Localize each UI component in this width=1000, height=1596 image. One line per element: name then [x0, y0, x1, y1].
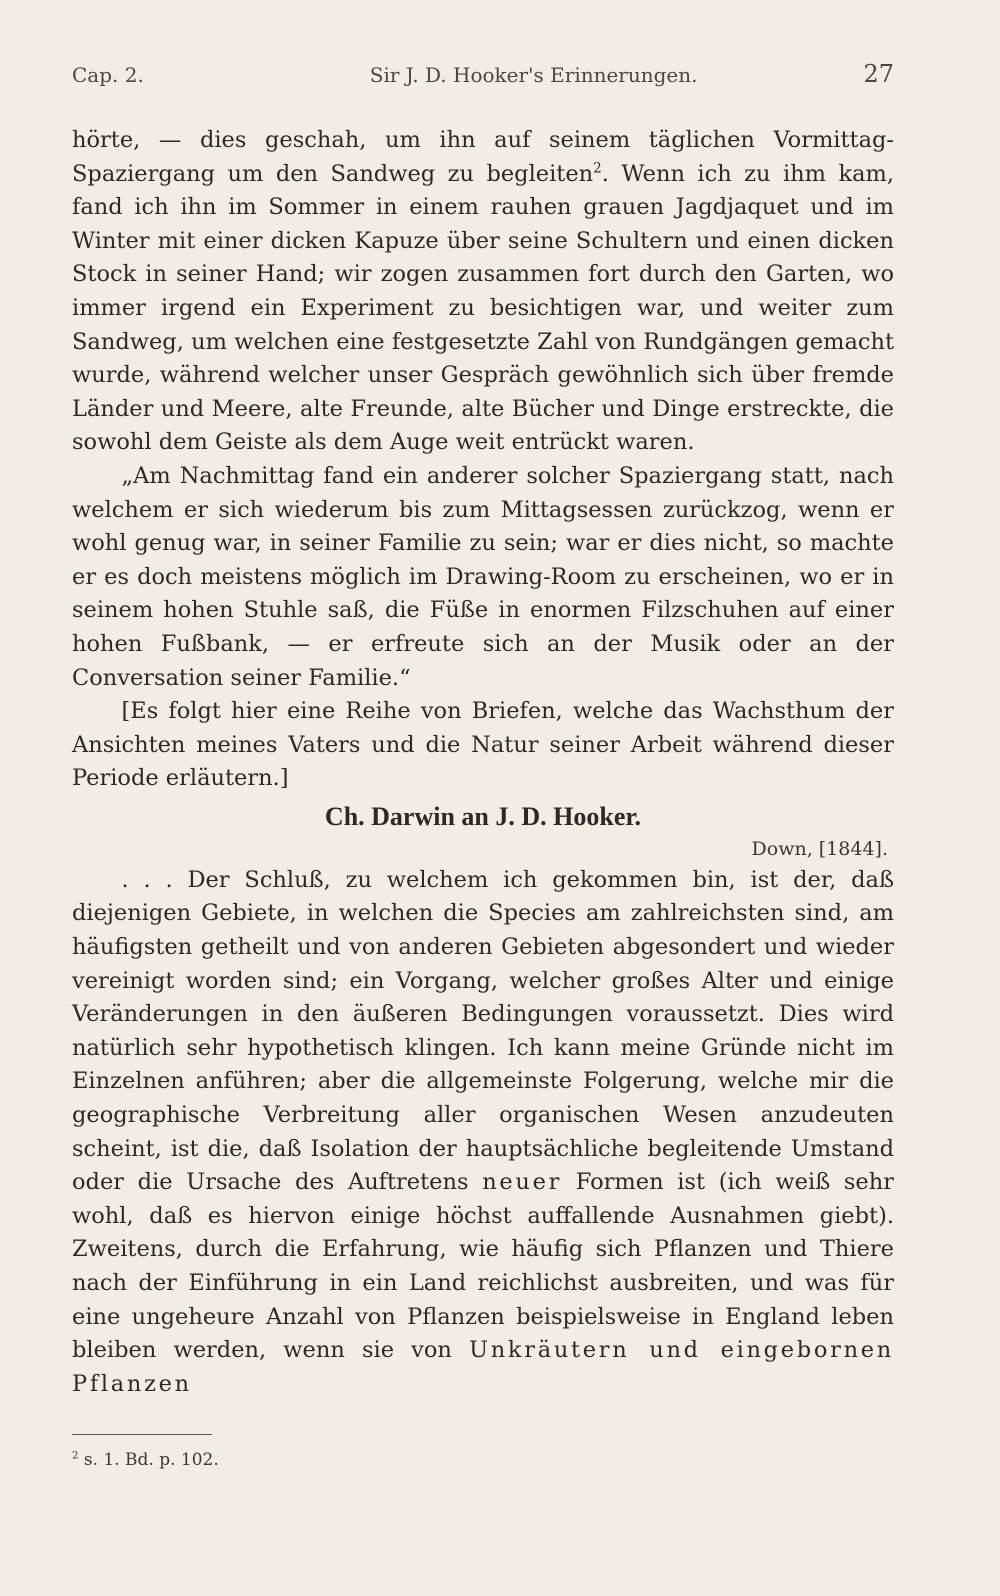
footnote-text: s. 1. Bd. p. 102.: [83, 1450, 219, 1470]
book-page: [72, 60, 894, 1470]
letter-emphasis-neuer: neuer: [482, 1169, 563, 1196]
paragraph-1: [72, 124, 894, 460]
letter-body-text-a: . . . Der Schluß, zu welchem ich gekommen bin, ist der, daß diejenigen Gebiete, in welchen die Species am zahlreichsten sind, am häufigsten getheilt und von anderen Gebieten abgesondert und wieder vereinigt worden sind; ein Vorgang, welcher großes Alter und einige Veränderungen in den äußeren Bedingungen voraussetzt. Dies wird natürlich sehr hypothetisch klingen. Ich kann meine Gründe nicht im Einzelnen anführen; aber die allgemeinste Folgerung, welche mir die geographische Verbreitung aller organischen Wesen anzudeuten scheint, ist die, daß Isolation der hauptsächliche begleitende Umstand oder die Ursache des Auftretens: [72, 866, 894, 1196]
paragraph-1-text-b: . Wenn ich zu ihm kam, fand ich ihn im Sommer in einem rauhen grauen Jagdjaquet und im Winter mit einer dicken Kapuze über seine Schultern und einen dicken Stock in seiner Hand; wir zogen zusammen fort durch den Garten, wo immer irgend ein Experiment zu besichtigen war, und weiter zum Sandweg, um welchen eine festgesetzte Zahl von Rundgängen gemacht wurde, während welcher unser Gespräch gewöhnlich sich über fremde Länder und Meere, alte Freunde, alte Bücher und Dinge erstreckte, die sowohl dem Geiste als dem Auge weit entrückt waren.: [72, 160, 894, 456]
footnote-marker: 2: [72, 1450, 79, 1462]
running-title: Sir J. D. Hooker's Erinnerungen.: [369, 63, 698, 87]
page-number: 27: [863, 60, 894, 88]
paragraph-1-text-a: hörte, — dies geschah, um ihn auf seinem täglichen Vormittag-Spaziergang um den Sandweg zu begleiten: [72, 127, 894, 187]
letter-heading: Ch. Darwin an J. D. Hooker.: [324, 801, 642, 831]
footnote: [72, 1450, 219, 1470]
chapter-label: Cap. 2.: [72, 63, 144, 87]
footnote-reference: 2: [593, 160, 602, 177]
letter-dateline: Down, [1844].: [751, 837, 888, 860]
body-text: [72, 124, 894, 1401]
paragraph-2: „Am Nachmittag fand ein anderer solcher Spaziergang statt, nach welchem er sich wiederum bis zum Mittagsessen zurückzog, wenn er wohl genug war, in seiner Familie zu sein; war er dies nicht, so machte er es doch meistens möglich im Drawing-Room zu erscheinen, wo er in seinem hohen Stuhle saß, die Füße in enormen Filzschuhen auf einer hohen Fußbank, — er erfreute sich an der Musik oder an der Conversation seiner Familie.“: [72, 462, 894, 691]
running-head: [72, 60, 894, 100]
letter-body-text-b: Formen ist (ich weiß sehr wohl, daß es hiervon einige höchst auffallende Ausnahmen giebt). Zweitens, durch die Erfahrung, wie häufig sich Pflanzen und Thiere nach der Einführung in ein Land reichlichst ausbreiten, und was für eine ungeheure Anzahl von Pflanzen beispielsweise in England leben bleiben werden, wenn sie von: [72, 1169, 894, 1364]
letter-emphasis-unkraeutern: Unkräutern und eingebornen Pflanzen: [72, 1337, 894, 1397]
letter-body: [72, 864, 894, 1402]
paragraph-3: [Es folgt hier eine Reihe von Briefen, welche das Wachsthum der Ansichten meines Vaters und die Natur seiner Arbeit während dieser Periode erläutern.]: [72, 698, 894, 792]
footnote-divider: [72, 1434, 212, 1435]
